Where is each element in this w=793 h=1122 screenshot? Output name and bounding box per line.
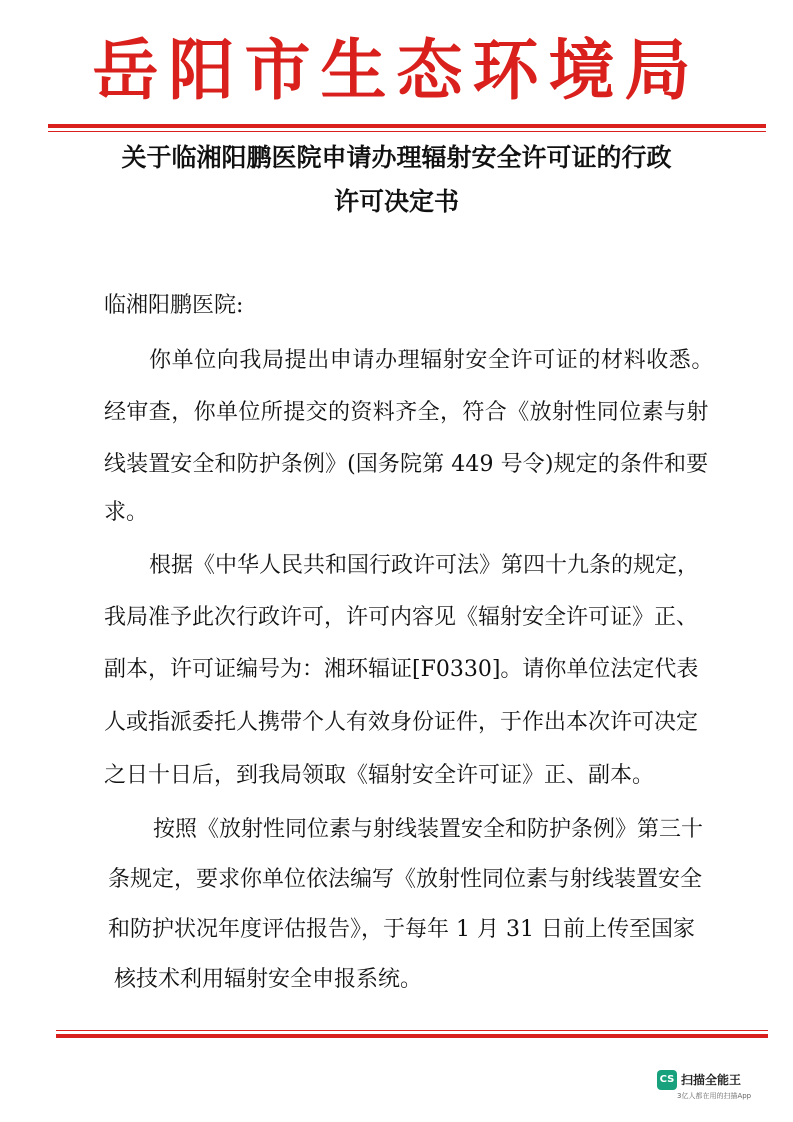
body-line: 你单位向我局提出申请办理辐射安全许可证的材料收悉。: [149, 348, 715, 373]
footer-rule-thick: [56, 1034, 768, 1038]
body-line: 之日十日后，到我局领取《辐射安全许可证》正、副本。: [104, 763, 655, 788]
addressee: 临湘阳鹏医院:: [104, 293, 244, 318]
body-line: 我局准予此次行政许可，许可内容见《辐射安全许可证》正、: [104, 605, 699, 630]
letterhead-agency-name: 岳阳市生态环境局: [92, 31, 701, 109]
scanner-app-name: 扫描全能王: [681, 1073, 742, 1087]
body-line: 核技术利用辐射安全申报系统。: [114, 967, 423, 992]
body-line: 按照《放射性同位素与射线装置安全和防护条例》第三十: [153, 817, 704, 842]
body-line: 条规定，要求你单位依法编写《放射性同位素与射线装置安全: [108, 867, 703, 892]
body-line: 人或指派委托人携带个人有效身份证件，于作出本次许可决定: [104, 710, 699, 735]
scanner-watermark: [657, 1064, 777, 1104]
body-line: 副本，许可证编号为：湘环辐证[F0330]。请你单位法定代表: [104, 657, 699, 682]
body-line: 和防护状况年度评估报告》，于每年 1 月 31 日前上传至国家: [108, 917, 695, 942]
body-line: 求。: [104, 500, 149, 525]
body-line: 经审查，你单位所提交的资料齐全，符合《放射性同位素与射: [104, 400, 709, 425]
document-title-line1: 关于临湘阳鹏医院申请办理辐射安全许可证的行政: [121, 143, 672, 172]
body-line: 根据《中华人民共和国行政许可法》第四十九条的规定，: [149, 553, 700, 578]
body-line: 线装置安全和防护条例》(国务院第 449 号令)规定的条件和要: [104, 452, 709, 477]
footer-rule-thin: [56, 1030, 768, 1031]
scanner-tagline: 3亿人都在用的扫描App: [677, 1092, 752, 1100]
document-title-line2: 许可决定书: [333, 187, 459, 216]
letterhead-rule-thin: [48, 131, 766, 132]
camscanner-icon: CS: [657, 1070, 677, 1090]
letterhead-rule-thick: [48, 124, 766, 128]
